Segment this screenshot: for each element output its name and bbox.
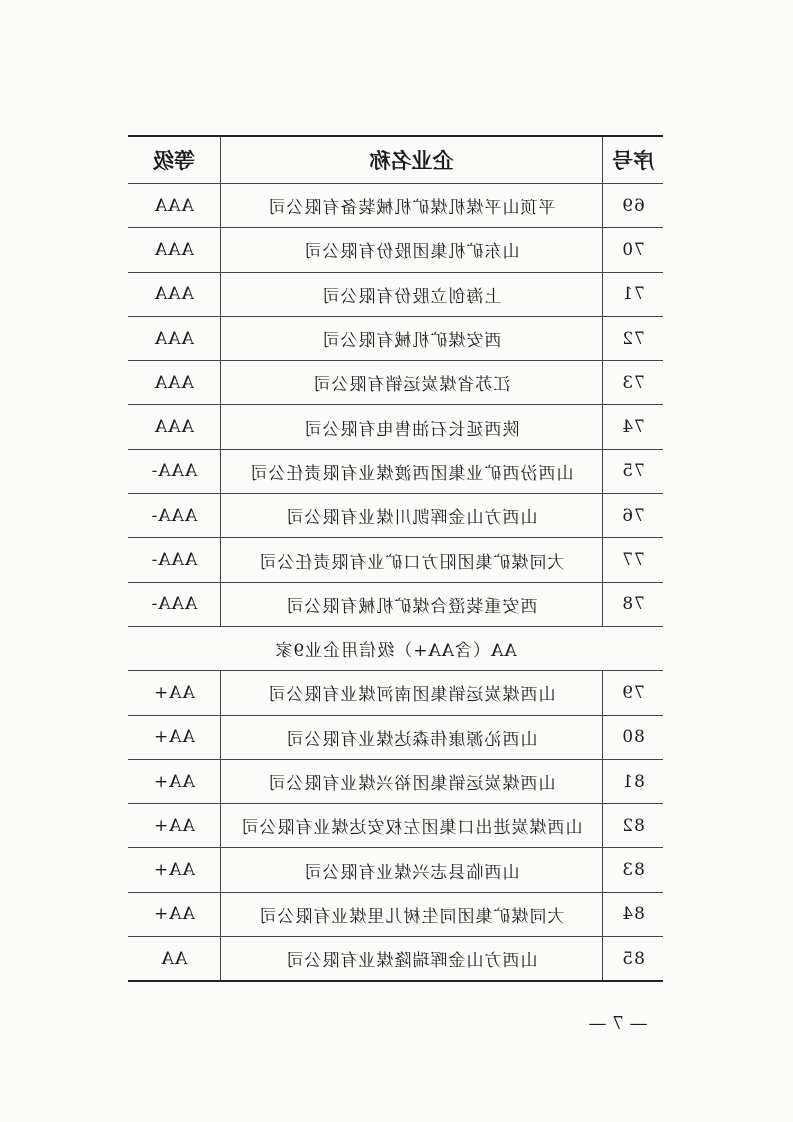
grade-cell: AA+ <box>128 848 220 892</box>
table-row <box>128 804 663 848</box>
grade-cell: AAA- <box>128 494 220 538</box>
serial-number-cell: 85 <box>603 937 663 982</box>
serial-number-cell: 78 <box>603 582 663 626</box>
serial-number-cell: 77 <box>603 538 663 582</box>
serial-number-cell: 72 <box>603 316 663 360</box>
company-name-cell: 上海创立股份有限公司 <box>220 272 602 316</box>
grade-cell: AAA <box>128 228 220 272</box>
table-header-row <box>128 136 663 184</box>
table-row <box>128 671 663 715</box>
grade-cell: AA+ <box>128 804 220 848</box>
company-name-cell: 山西方山金晖凯川煤业有限公司 <box>220 494 602 538</box>
grade-cell: AA+ <box>128 759 220 803</box>
serial-number-cell: 73 <box>603 361 663 405</box>
serial-number-cell: 70 <box>603 228 663 272</box>
section-label: AA（含AA+）级信用企业9家 <box>128 626 663 670</box>
serial-number-cell: 74 <box>603 405 663 449</box>
credit-rating-table <box>128 135 663 982</box>
grade-cell: AAA <box>128 272 220 316</box>
company-name-cell: 大同煤矿集团阳方口矿业有限责任公司 <box>220 538 602 582</box>
serial-number-cell: 71 <box>603 272 663 316</box>
company-name-cell: 山西沁源康伟森达煤业有限公司 <box>220 715 602 759</box>
header-company-name: 企业名称 <box>220 136 602 184</box>
grade-cell: AAA <box>128 405 220 449</box>
section-row <box>128 626 663 670</box>
company-name-cell: 山西汾西矿业集团西渡煤业有限责任公司 <box>220 449 602 493</box>
header-grade: 等级 <box>128 136 220 184</box>
table-row <box>128 892 663 936</box>
table-row <box>128 715 663 759</box>
company-name-cell: 陕西延长石油售电有限公司 <box>220 405 602 449</box>
serial-number-cell: 79 <box>603 671 663 715</box>
company-name-cell: 江苏省煤炭运销有限公司 <box>220 361 602 405</box>
table-row <box>128 228 663 272</box>
table-row <box>128 494 663 538</box>
serial-number-cell: 76 <box>603 494 663 538</box>
company-name-cell: 山西临县志兴煤业有限公司 <box>220 848 602 892</box>
table-body-aaa <box>128 184 663 627</box>
grade-cell: AAA <box>128 361 220 405</box>
company-name-cell: 山西煤炭运销集团裕兴煤业有限公司 <box>220 759 602 803</box>
page-number: — 7 — <box>588 1013 648 1034</box>
company-name-cell: 山东矿机集团股份有限公司 <box>220 228 602 272</box>
grade-cell: AAA <box>128 316 220 360</box>
serial-number-cell: 83 <box>603 848 663 892</box>
company-name-cell: 平顶山平煤机煤矿机械装备有限公司 <box>220 184 602 228</box>
grade-cell: AA+ <box>128 892 220 936</box>
serial-number-cell: 81 <box>603 759 663 803</box>
grade-cell: AAA- <box>128 449 220 493</box>
grade-cell: AAA- <box>128 538 220 582</box>
table-row <box>128 405 663 449</box>
table-row <box>128 361 663 405</box>
table-row <box>128 272 663 316</box>
table-row <box>128 316 663 360</box>
grade-cell: AA+ <box>128 671 220 715</box>
table-row <box>128 184 663 228</box>
table-row <box>128 449 663 493</box>
grade-cell: AAA <box>128 184 220 228</box>
company-name-cell: 西安煤矿机械有限公司 <box>220 316 602 360</box>
company-name-cell: 山西方山金晖瑞隆煤业有限公司 <box>220 937 602 982</box>
table-body-aa <box>128 671 663 982</box>
table-row <box>128 759 663 803</box>
grade-cell: AAA- <box>128 582 220 626</box>
table-row <box>128 538 663 582</box>
grade-cell: AA+ <box>128 715 220 759</box>
header-serial-number: 序号 <box>603 136 663 184</box>
company-name-cell: 山西煤炭进出口集团左权安达煤业有限公司 <box>220 804 602 848</box>
grade-cell: AA <box>128 937 220 982</box>
serial-number-cell: 84 <box>603 892 663 936</box>
table-row <box>128 582 663 626</box>
serial-number-cell: 82 <box>603 804 663 848</box>
serial-number-cell: 75 <box>603 449 663 493</box>
table-row <box>128 937 663 982</box>
table-row <box>128 848 663 892</box>
table-section <box>128 626 663 670</box>
company-name-cell: 西安重装澄合煤矿机械有限公司 <box>220 582 602 626</box>
serial-number-cell: 69 <box>603 184 663 228</box>
company-name-cell: 山西煤炭运销集团南河煤业有限公司 <box>220 671 602 715</box>
serial-number-cell: 80 <box>603 715 663 759</box>
company-name-cell: 大同煤矿集团同生树儿里煤业有限公司 <box>220 892 602 936</box>
